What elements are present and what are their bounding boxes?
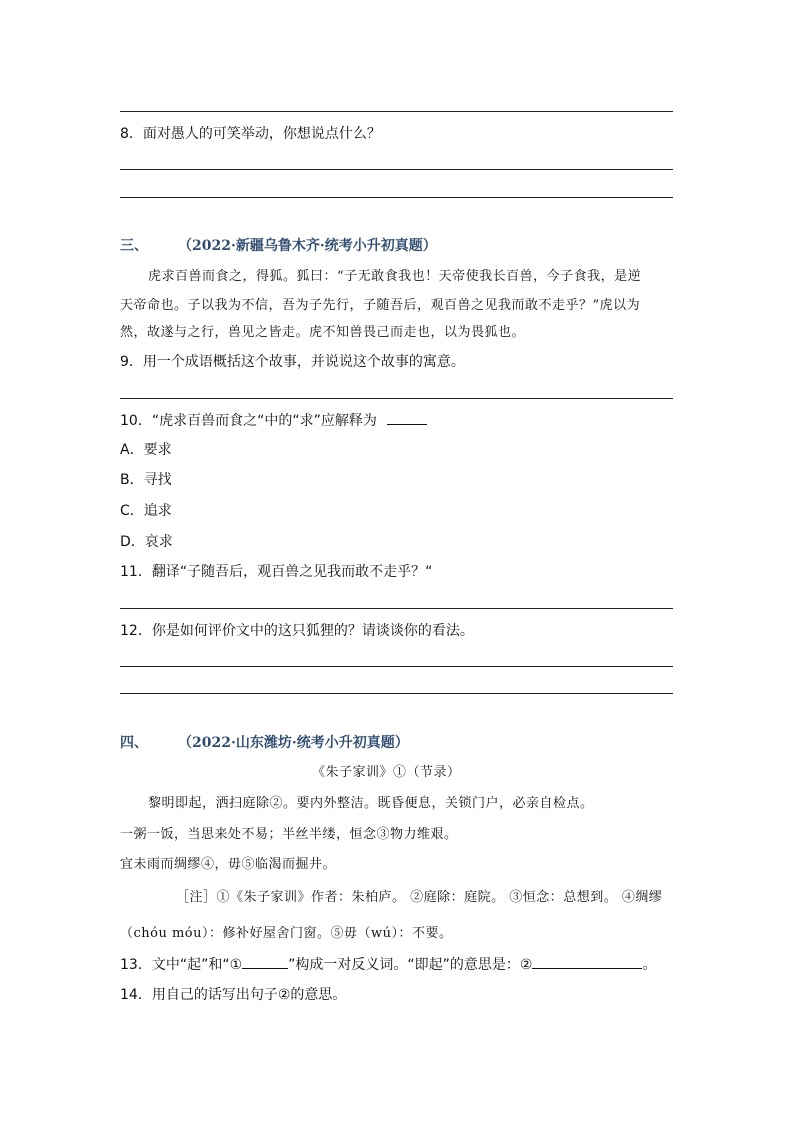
section-3-source: （2022·新疆乌鲁木齐·统考小升初真题） [178, 238, 437, 254]
answer-line [120, 111, 673, 112]
answer-blank[interactable] [387, 410, 427, 425]
question-13-part-a: 13．文中“起”和“① [120, 957, 243, 973]
passage-line: 然，故遂与之行，兽见之皆走。虎不知兽畏己而走也，以为畏狐也。 [120, 325, 526, 340]
question-13-part-b: ”构成一对反义词。“即起”的意思是：② [288, 957, 533, 973]
question-13-part-c: 。 [642, 957, 657, 973]
section-4-label: 四、 [120, 735, 148, 751]
question-11: 11．翻译“子随吾后，观百兽之见我而敢不走乎？“ [120, 564, 433, 580]
answer-blank[interactable] [242, 954, 288, 969]
question-8: 8．面对愚人的可笑举动，你想说点什么？ [120, 126, 381, 142]
option-d: D．哀求 [120, 534, 173, 550]
passage-note: ［注］①《朱子家训》作者：朱柏庐。 ②庭除：庭院。 ③恒念：总想到。 ④绸缪 [176, 890, 663, 905]
option-a: A．要求 [120, 442, 172, 458]
passage-line: 虎求百兽而食之，得狐。狐曰：“子无敢食我也！天帝使我长百兽，今子食我，是逆 [148, 269, 642, 284]
passage-note: （chóu móu）：修补好屋舍门窗。⑤毋（wú）：不要。 [120, 926, 453, 941]
answer-line [120, 693, 673, 694]
question-14: 14．用自己的话写出句子②的意思。 [120, 987, 347, 1003]
answer-line [120, 608, 673, 609]
answer-blank[interactable] [532, 954, 642, 969]
passage-line: 宜未雨而绸缪④，毋⑤临渴而掘井。 [120, 857, 337, 872]
section-3-label: 三、 [120, 238, 148, 254]
passage-heading: 《朱子家训》①（节录） [312, 765, 461, 780]
option-c: C．追求 [120, 503, 172, 519]
question-9: 9．用一个成语概括这个故事，并说说这个故事的寓意。 [120, 354, 465, 370]
answer-line [120, 398, 673, 399]
passage-line: 一粥一饭，当思来处不易；半丝半缕，恒念③物力维艰。 [120, 827, 458, 842]
passage-line: 天帝命也。子以我为不信，吾为子先行，子随吾后，观百兽之见我而敢不走乎？”虎以为 [120, 298, 641, 313]
answer-line [120, 169, 673, 170]
answer-line [120, 197, 673, 198]
question-10 [120, 410, 427, 431]
question-10-text: 10．“虎求百兽而食之“中的“求”应解释为 [120, 413, 377, 429]
question-13 [120, 954, 656, 975]
section-4-source: （2022·山东潍坊·统考小升初真题） [178, 735, 409, 751]
question-12: 12．你是如何评价文中的这只狐狸的？请谈谈你的看法。 [120, 623, 474, 639]
answer-line [120, 666, 673, 667]
option-b: B．寻找 [120, 472, 172, 488]
passage-line: 黎明即起，洒扫庭除②。要内外整洁。既昏便息，关锁门户，必亲自检点。 [148, 796, 594, 811]
